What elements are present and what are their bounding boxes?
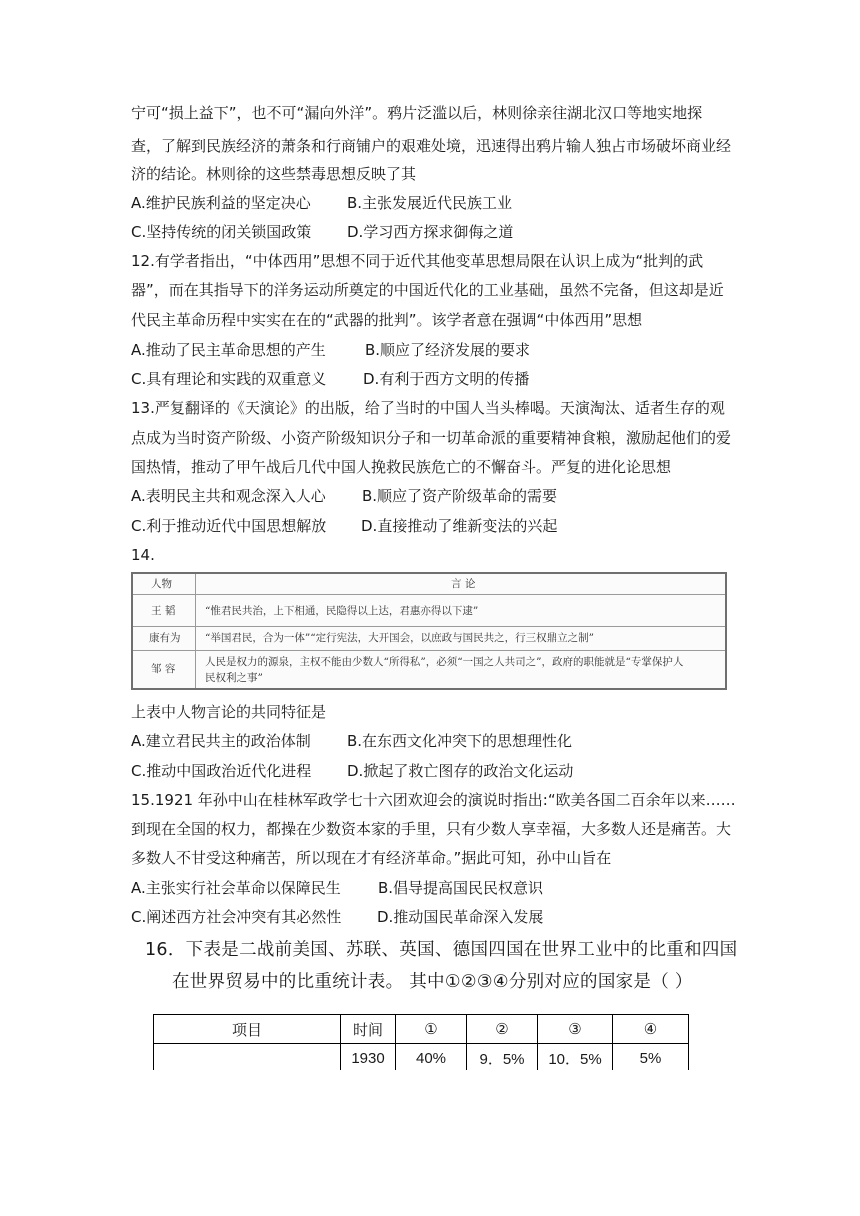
q15-line-2: 到现在全国的权力，都操在少数资本家的手里，只有少数人享幸福，大多数人还是痛苦。大	[131, 820, 732, 838]
quote-table-person: 王 韬	[151, 605, 176, 617]
q12-option-c: C.具有理论和实践的双重意义	[131, 370, 327, 388]
quote-table-rule	[133, 650, 725, 651]
quote-table-person: 邹 容	[151, 663, 176, 675]
q13-option-a: A.表明民主共和观念深入人心	[131, 487, 326, 505]
q13-option-b: B.顺应了资产阶级革命的需要	[362, 487, 558, 505]
quote-table-quote: “举国君民，合为一体”“定行宪法，大开国会，以庶政与国民共之，行三权鼎立之制”	[205, 632, 594, 644]
intro-line-2: 查，了解到民族经济的萧条和行商铺户的艰难处境，迅速得出鸦片输人独占市场破坏商业经	[131, 137, 732, 155]
q14-question: 上表中人物言论的共同特征是	[131, 703, 327, 721]
q11-option-c: C.坚持传统的闭关锁国政策	[131, 223, 312, 241]
quote-table	[131, 572, 727, 690]
q11-option-b: B.主张发展近代民族工业	[347, 194, 513, 212]
q12-line-1: 12.有学者指出，“中体西用”思想不同于近代其他变革思想局限在认识上成为“批判的武	[131, 252, 704, 270]
quote-table-divider	[195, 574, 196, 688]
q14-number: 14.	[131, 546, 155, 564]
q15-option-d: D.推动国民革命深入发展	[377, 908, 544, 926]
q13-line-3: 国热情，推动了甲午战后几代中国人挽救民族危亡的不懈奋斗。严复的进化论思想	[131, 458, 672, 476]
q14-option-b: B.在东西文化冲突下的思想理性化	[347, 732, 573, 750]
intro-line-3: 济的结论。林则徐的这些禁毒思想反映了其	[131, 165, 417, 183]
q15-option-c: C.阐述西方社会冲突有其必然性	[131, 908, 342, 926]
quote-table-quote: 人民是权力的源泉，主权不能由少数人“所得私”，必须“一国之人共司之”，政府的职能就是“专掌保护人	[205, 656, 684, 668]
q16-line-2: 在世界贸易中的比重统计表。 其中①②③④分别对应的国家是（ ）	[172, 972, 693, 992]
table-row	[154, 1044, 689, 1073]
q15-line-1: 15.1921 年孙中山在桂林军政学七十六团欢迎会的演说时指出:“欧美各国二百余年以来……	[131, 791, 736, 809]
table-header-cell: ②	[467, 1015, 538, 1044]
table-header-cell: ①	[396, 1015, 467, 1044]
table-row	[154, 1015, 689, 1044]
q13-option-d: D.直接推动了维新变法的兴起	[361, 517, 558, 535]
quote-table-rule	[133, 626, 725, 627]
q12-option-b: B.顺应了经济发展的要求	[365, 341, 531, 359]
table-header-cell: ④	[613, 1015, 689, 1044]
table-cell: 40%	[396, 1044, 467, 1073]
quote-table-quote: “惟君民共治，上下相通，民隐得以上达，君惠亦得以下逮”	[205, 605, 479, 617]
q12-option-d: D.有利于西方文明的传播	[363, 370, 530, 388]
table-cell: 10．5%	[538, 1044, 613, 1073]
q12-option-a: A.推动了民主革命思想的产生	[131, 341, 326, 359]
table-cell: 5%	[613, 1044, 689, 1073]
table-cell: 1930	[341, 1044, 396, 1073]
q15-option-a: A.主张实行社会革命以保障民生	[131, 879, 341, 897]
q15-option-b: B.倡导提高国民民权意识	[378, 879, 544, 897]
q14-option-d: D.掀起了救亡图存的政治文化运动	[347, 762, 574, 780]
quote-table-header-quote: 言 论	[451, 578, 476, 590]
q13-option-c: C.利于推动近代中国思想解放	[131, 517, 327, 535]
table-cell: 9．5%	[467, 1044, 538, 1073]
table-header-cell: ③	[538, 1015, 613, 1044]
page-bottom-blank	[0, 1070, 860, 1216]
q14-option-a: A.建立君民共主的政治体制	[131, 732, 311, 750]
table-cell	[154, 1044, 341, 1073]
intro-line-1: 宁可“损上益下”，也不可“漏向外洋”。鸦片泛滥以后，林则徐亲往湖北汉口等地实地探	[131, 104, 703, 122]
quote-table-person: 康有为	[149, 632, 181, 644]
q12-line-2: 器”，而在其指导下的洋务运动所奠定的中国近代化的工业基础，虽然不完备，但这却是近	[131, 281, 724, 299]
quote-table-header-person: 人物	[151, 578, 172, 590]
quote-table-quote: 民权利之事”	[205, 672, 263, 684]
q13-line-2: 点成为当时资产阶级、小资产阶级知识分子和一切革命派的重要精神食粮，激励起他们的爱	[131, 429, 732, 447]
table-header-cell: 时间	[341, 1015, 396, 1044]
q11-option-d: D.学习西方探求御侮之道	[347, 223, 514, 241]
q12-line-3: 代民主革命历程中实实在在的“武器的批判”。该学者意在强调“中体西用”思想	[131, 311, 643, 329]
q11-option-a: A.维护民族利益的坚定决心	[131, 194, 311, 212]
q16-line-1: 16．下表是二战前美国、苏联、英国、德国四国在世界工业中的比重和四国	[145, 940, 738, 960]
q15-line-3: 多数人不甘受这种痛苦，所以现在才有经济革命。”据此可知，孙中山旨在	[131, 849, 612, 867]
quote-table-rule	[133, 594, 725, 595]
table-header-cell: 项目	[154, 1015, 341, 1044]
q13-line-1: 13.严复翻译的《天演论》的出版，给了当时的中国人当头棒喝。天演淘汰、适者生存的观	[131, 399, 725, 417]
q14-option-c: C.推动中国政治近代化进程	[131, 762, 312, 780]
